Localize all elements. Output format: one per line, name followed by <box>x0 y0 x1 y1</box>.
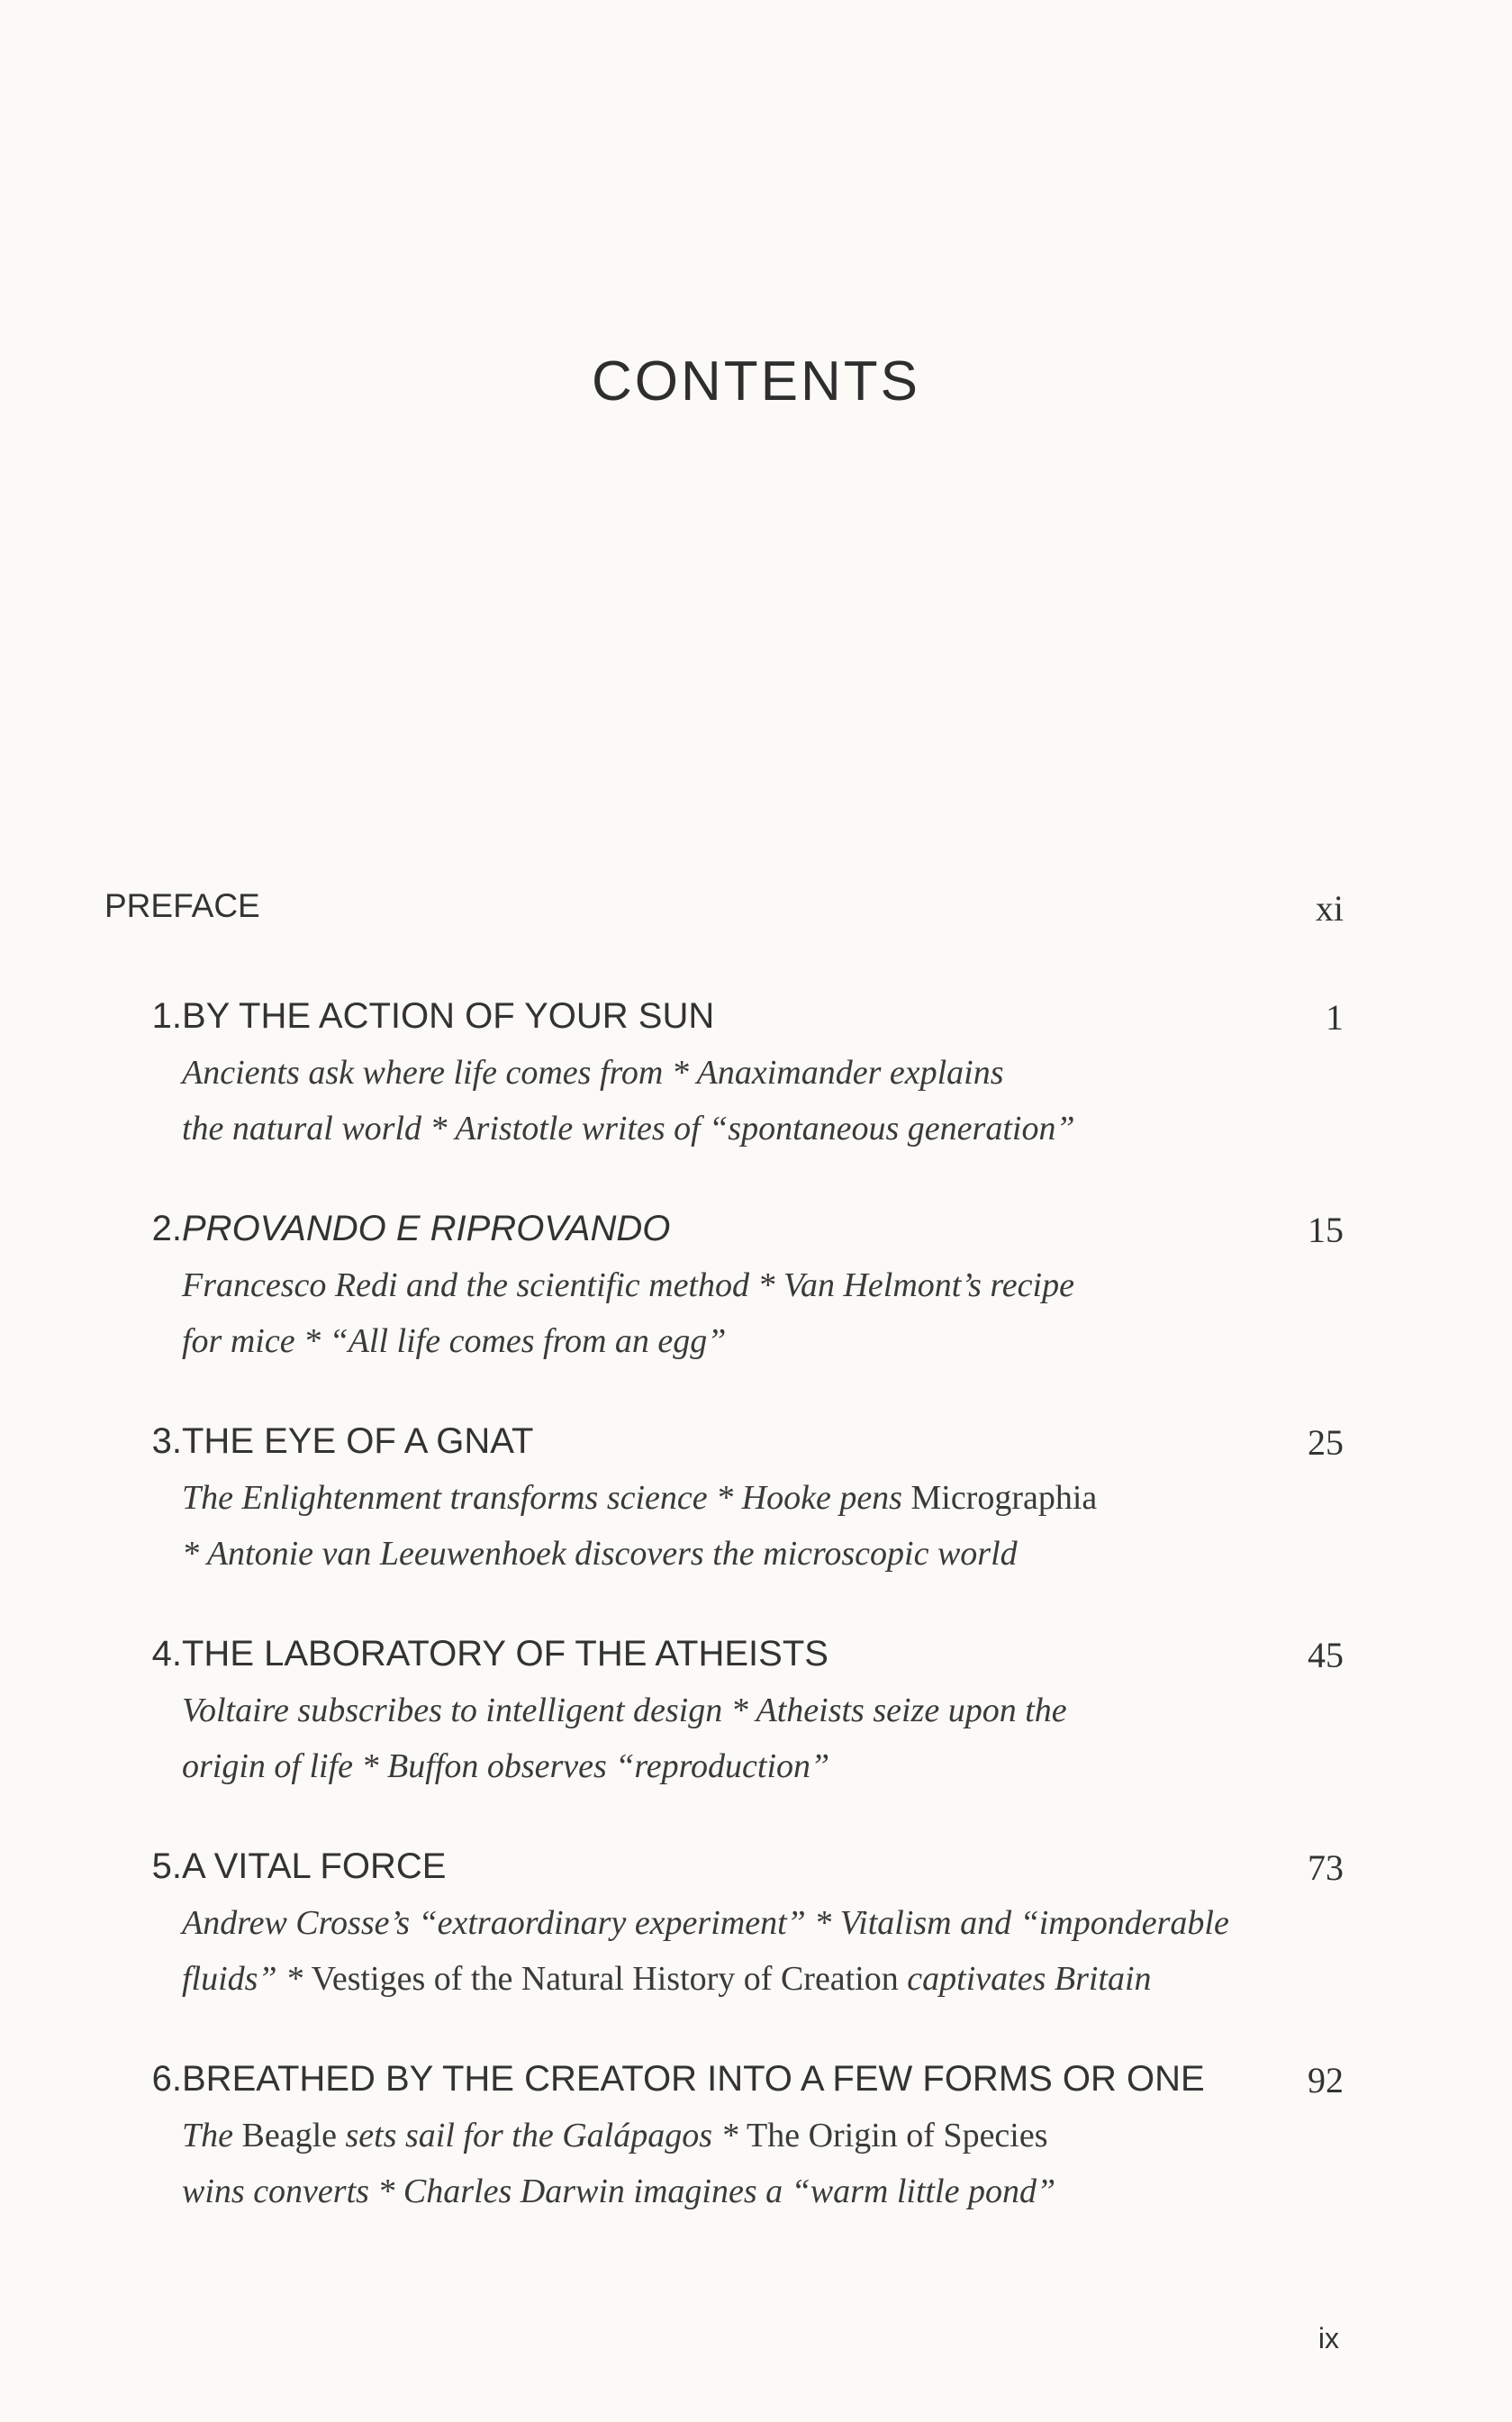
description-line <box>182 1470 1344 1526</box>
chapter-number: 4. <box>151 1634 182 1674</box>
chapter-title: THE EYE OF A GNAT <box>182 1421 534 1461</box>
page-title: CONTENTS <box>592 350 920 413</box>
description-text: captivates Britain <box>898 1960 1152 1998</box>
chapter-page-number: 73 <box>1308 1847 1344 1888</box>
chapter-page-number: 25 <box>1308 1422 1344 1463</box>
description-line: Ancients ask where life comes from * Anaximander explains <box>182 1054 1004 1092</box>
chapter-page-number: 1 <box>1326 997 1344 1038</box>
chapter-page-number: 45 <box>1308 1635 1344 1675</box>
chapter-title: BY THE ACTION OF YOUR SUN <box>182 996 715 1036</box>
preface-page-number: xi <box>1315 888 1344 929</box>
book-title: Vestiges of the Natural History of Creation <box>311 1960 899 1998</box>
toc-entry-chapter-4 <box>126 1634 1344 1794</box>
chapter-number: 1. <box>151 996 182 1036</box>
chapter-description <box>182 1683 1344 1794</box>
chapter-description <box>182 1470 1344 1582</box>
description-line: for mice * “All life comes from an egg” <box>182 1322 727 1360</box>
chapter-description <box>182 1895 1344 2007</box>
chapter-number: 5. <box>151 1846 182 1886</box>
ship-name: Beagle <box>241 2117 338 2154</box>
description-line <box>182 1951 1344 2007</box>
description-line: Andrew Crosse’s “extraordinary experiment” * Vitalism and “imponderable <box>182 1904 1229 1942</box>
toc-entry-chapter-5 <box>126 1846 1344 2007</box>
chapter-title: THE LABORATORY OF THE ATHEISTS <box>182 1634 828 1674</box>
description-line: origin of life * Buffon observes “reproduction” <box>182 1747 830 1785</box>
description-line: wins converts * Charles Darwin imagines a “warm little pond” <box>182 2173 1056 2210</box>
chapter-description <box>182 2108 1344 2219</box>
preface-label: PREFACE <box>104 887 260 924</box>
chapter-page-number: 15 <box>1308 1210 1344 1250</box>
description-text: sets sail for the Galápagos * <box>337 2117 747 2154</box>
description-line: * Antonie van Leeuwenhoek discovers the microscopic world <box>182 1535 1018 1573</box>
toc-entry-preface <box>104 887 1344 932</box>
chapter-title: BREATHED BY THE CREATOR INTO A FEW FORMS OR ONE <box>182 2059 1205 2099</box>
description-text: fluids” * <box>182 1960 312 1998</box>
toc-entry-chapter-1 <box>126 996 1344 1157</box>
toc-entry-chapter-6 <box>126 2059 1344 2219</box>
book-title: Micrographia <box>910 1479 1098 1517</box>
page-folio: ix <box>1317 2322 1339 2354</box>
toc-entry-chapter-2 <box>126 1209 1344 1369</box>
chapter-title: PROVANDO E RIPROVANDO <box>182 1209 671 1248</box>
chapter-number: 3. <box>151 1421 182 1461</box>
description-line <box>182 2108 1344 2163</box>
chapter-number: 2. <box>151 1209 182 1248</box>
chapter-description <box>182 1257 1344 1369</box>
description-line: the natural world * Aristotle writes of “spontaneous generation” <box>182 1110 1075 1148</box>
description-text: The Enlightenment transforms science * Hooke pens <box>182 1479 911 1517</box>
description-line: Francesco Redi and the scientific method * Van Helmont’s recipe <box>182 1266 1074 1304</box>
chapter-title: A VITAL FORCE <box>182 1846 447 1886</box>
chapter-description <box>182 1045 1344 1157</box>
book-title: The Origin of Species <box>746 2117 1048 2154</box>
chapter-number: 6. <box>151 2059 182 2099</box>
description-line: Voltaire subscribes to intelligent design * Atheists seize upon the <box>182 1692 1067 1729</box>
toc-entry-chapter-3 <box>126 1421 1344 1582</box>
description-text: The <box>182 2117 242 2154</box>
chapter-page-number: 92 <box>1308 2060 1344 2100</box>
